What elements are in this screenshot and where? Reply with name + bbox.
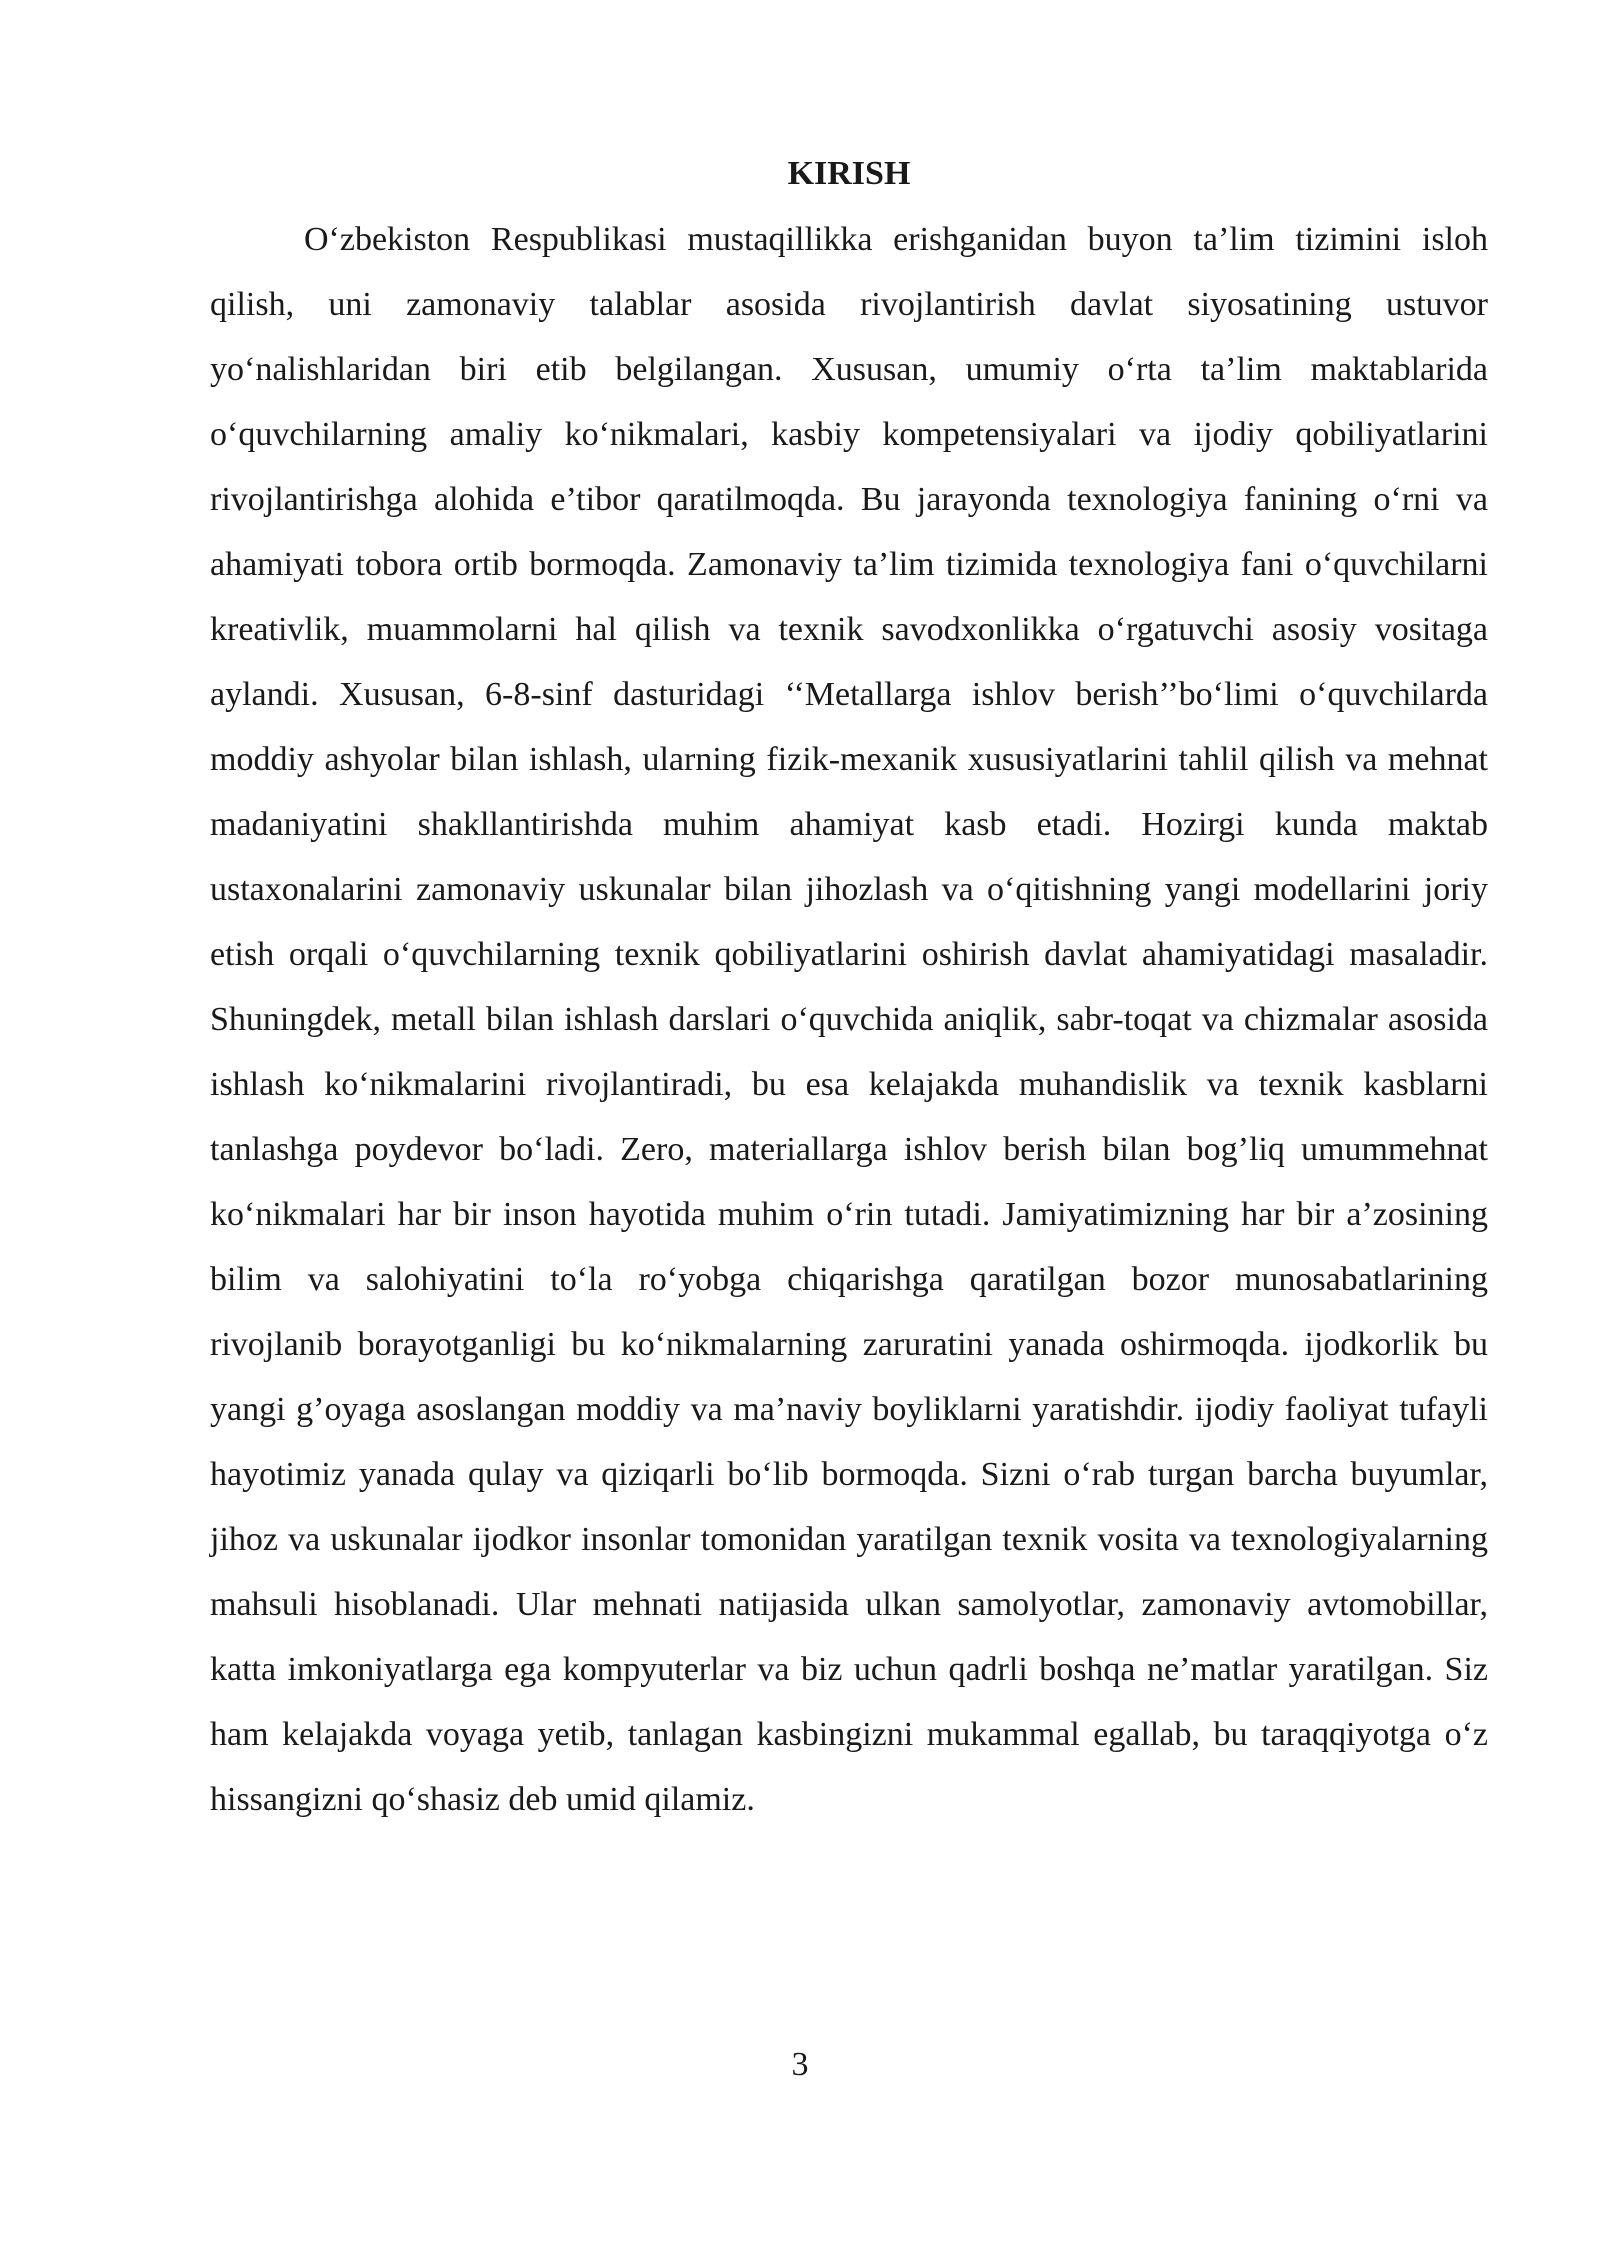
body-paragraph: O‘zbekiston Respublikasi mustaqillikka erishganidan buyon ta’lim tizimini isloh qilish, uni zamonaviy talablar asosida rivojlantirish davlat siyosatining ustuvor yo‘nalishlaridan biri etib belgilangan. Xususan, umumiy o‘rta ta’lim maktablarida o‘quvchilarning amaliy ko‘nikmalari, kasbiy kompetensiyalari va ijodiy qobiliyatlarini rivojlantirishga alohida e’tibor qaratilmoqda. Bu jarayonda texnologiya fanining o‘rni va ahamiyati tobora ortib bormoqda. Zamonaviy ta’lim tizimida texnologiya fani o‘quvchilarni kreativlik, muammolarni hal qilish va texnik savodxonlikka o‘rgatuvchi asosiy vositaga aylandi. Xususan, 6-8-sinf dasturidagi ‘‘Metallarga ishlov berish’’bo‘limi o‘quvchilarda moddiy ashyolar bilan ishlash, ularning fizik-mexanik xususiyatlarini tahlil qilish va mehnat madaniyatini shakllantirishda muhim ahamiyat kasb etadi. Hozirgi kunda maktab ustaxonalarini zamonaviy uskunalar bilan jihozlash va o‘qitishning yangi modellarini joriy etish orqali o‘quvchilarning texnik qobiliyatlarini oshirish davlat ahamiyatidagi masaladir. Shuningdek, metall bilan ishlash darslari o‘quvchida aniqlik, sabr-toqat va chizmalar asosida ishlash ko‘nikmalarini rivojlantiradi, bu esa kelajakda muhandislik va texnik kasblarni tanlashga poydevor bo‘ladi. Zero, materiallarga ishlov berish bilan bog’liq umummehnat ko‘nikmalari har bir inson hayotida muhim o‘rin tutadi. Jamiyatimizning har bir a’zosining bilim va salohiyatini to‘la ro‘yobga chiqarishga qaratilgan bozor munosabatlarining rivojlanib borayotganligi bu ko‘nikmalarning zaruratini yanada oshirmoqda. ijodkorlik bu yangi g’oyaga asoslangan moddiy va ma’naviy boyliklarni yaratishdir. ijodiy faoliyat tufayli hayotimiz yanada qulay va qiziqarli bo‘lib bormoqda. Sizni o‘rab turgan barcha buyumlar, jihoz va uskunalar ijodkor insonlar tomonidan yaratilgan texnik vosita va texnologiyalarning mahsuli hisoblanadi. Ular mehnati natijasida ulkan samolyotlar, zamonaviy avtomobillar, katta imkoniyatlarga ega kompyuterlar va biz uchun qadrli boshqa ne’matlar yaratilgan. Siz ham kelajakda voyaga yetib, tanlagan kasbingizni mukammal egallab, bu taraqqiyotga o‘z hissangizni qo‘shasiz deb umid qilamiz. — [210, 221, 1488, 1818]
page-number: 3 — [791, 2046, 809, 2083]
section-heading: KIRISH — [787, 155, 911, 192]
